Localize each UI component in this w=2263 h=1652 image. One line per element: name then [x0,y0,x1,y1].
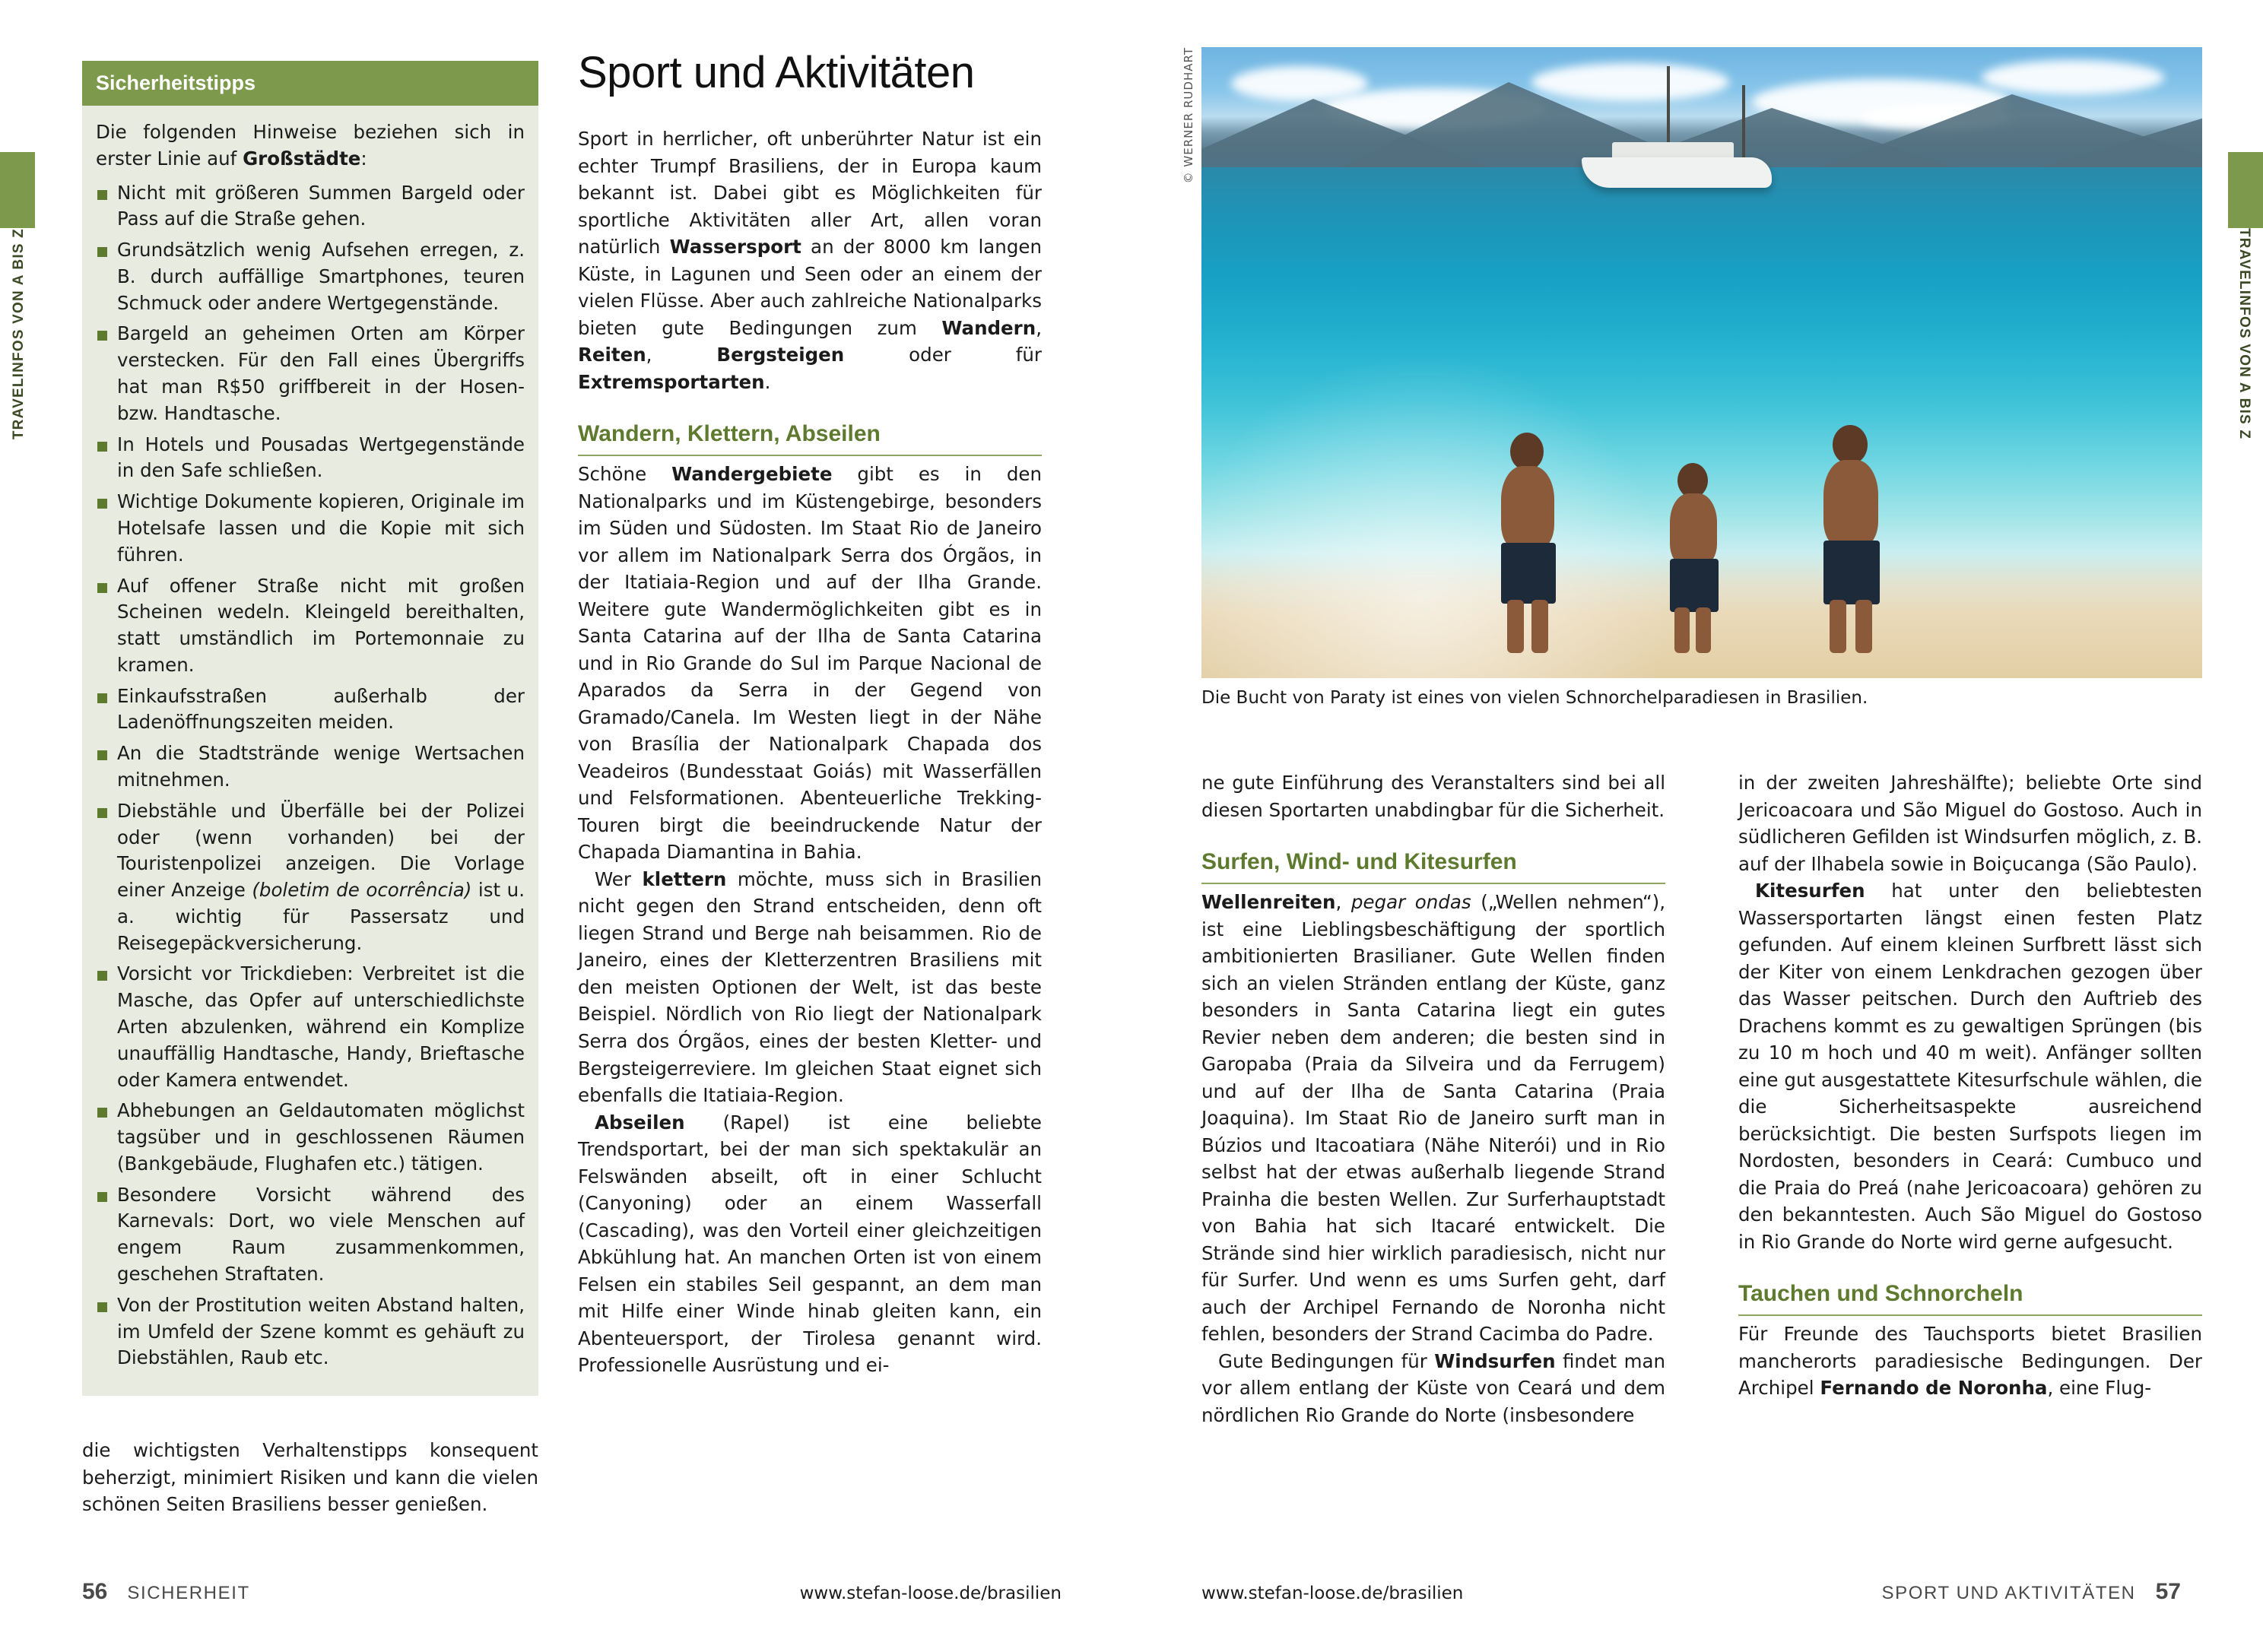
running-head: SICHERHEIT [127,1583,250,1603]
sicherheitstipps-intro: Die folgenden Hinweise beziehen sich in erster Linie auf Großstädte: [96,121,525,170]
sicherheitstipps-title: Sicherheitstipps [82,61,538,106]
sicherheitstipps-list [96,180,525,1372]
list-item: An die Stadtstrände wenige Wertsachen mitnehmen. [96,740,525,794]
footer-right [1201,1579,2181,1605]
side-tab-left [0,152,35,228]
sicherheitstipps-box [82,61,538,1396]
paragraph-kitesurfen: Kitesurfen hat unter den beliebtesten Wassersportarten längst einen festen Platz gefunden. Auf einem kleinen Surfbrett lässt sich der Kiter von einem Lenkdrachen gezogen über das Wasser peitschen. Durch den Auftrieb des Drachens kommt es zu gewaltigen Sprüngen (bis zu 10 m hoch und 40 m weit). Anfänger sollten eine gut ausgestattete Kitesurfschule wählen, die die Sicherheitsaspekte ausreichend berücksichtigt. Die besten Surfspots liegen im Nordosten, besonders in Ceará: Cumbuco und die Praia do Preá (nahe Jericoacoara) gehören zu den bekanntesten. Auch São Miguel do Gostoso in Rio Grande do Norte wird gerne aufgesucht. [1738,880,2202,1253]
list-item: Von der Prostitution weiten Abstand halten, im Umfeld der Szene kommt es gehäuft zu Diebstählen, Raub etc. [96,1292,525,1371]
list-item: Einkaufsstraßen außerhalb der Ladenöffnungszeiten meiden. [96,683,525,737]
side-tab-label-right: TRAVELINFOS VON A BIS Z [2236,228,2252,440]
list-item: Besondere Vorsicht während des Karnevals: Dort, wo viele Menschen auf engem Raum zusammenkommen, geschehen Straftaten. [96,1182,525,1288]
chapter-intro: Sport in herrlicher, oft unberührter Natur ist ein echter Trumpf Brasiliens, der in Europa kaum bekannt ist. Dabei gibt es Möglichkeiten für sportliche Aktivitäten aller Art, allen voran natürlich Wassersport an der 8000 km langen Küste, in Lagunen und Seen oder an einem der vielen Flüsse. Aber auch zahlreiche Nationalparks bieten gute Bedingungen zum Wandern, Reiten, Bergsteigen oder für Extremsportarten. [578,128,1042,393]
chapter-column [578,47,1042,1379]
footer-url: www.stefan-loose.de/brasilien [1201,1584,1464,1603]
paragraph: Wer klettern möchte, muss sich in Brasilien nicht gegen den Strand entscheiden, denn oft liegen Strand und Berge nah beisammen. Rio de Janeiro, eines der Kletterzentren Brasiliens mit den meisten Optionen der Welt, ist das beste Beispiel. Nördlich von Rio liegt der Nationalpark Serra dos Órgãos, eines der besten Kletter- und Bergsteigerreviere. Im gleichen Staat eignet sich ebenfalls die Itatiaia-Region. [578,867,1042,1107]
list-item: Nicht mit größeren Summen Bargeld oder Pass auf die Straße gehen. [96,180,525,233]
person-left [1481,433,1573,653]
side-tab-right [2228,152,2263,228]
paragraph: Schöne Wandergebiete gibt es in den Nationalparks und im Küstengebirge, besonders im Süden und Südosten. Im Staat Rio de Janeiro vor allem im Nationalpark Serra dos Órgãos, in der Itatiaia-Region und auf der Ilha Grande. Weitere gute Wandermöglichkeiten gibt es in Santa Catarina auf der Ilha de Santa Catarina und in Rio Grande do Sul im Parque Nacional de Aparados da Serra in der Gegend von Gramado/Canela. Im Westen liegt in der Nähe von Brasília der Nationalpark Chapada dos Veadeiros (Bundesstaat Goiás) mit Wasserfällen und Felsformationen. Abenteuerliche Trekking-Touren birgt die beeindruckende Natur der Chapada Diamantina in Bahia. [578,463,1042,864]
photo-background [1201,47,2202,678]
sicherheitstipps-body [82,106,538,1396]
person-right [1802,425,1897,653]
list-item: Abhebungen an Geldautomaten möglichst tagsüber und in geschlossenen Räumen (Bankgebäude, Flughafen etc.) tätigen. [96,1098,525,1177]
section-heading-surfen: Surfen, Wind- und Kitesurfen [1201,849,1665,884]
paragraph: Für Freunde des Tauchsports bietet Brasilien mancherorts paradiesische Bedingungen. Der Archipel Fernando de Noronha, eine Flug- [1738,1323,2202,1400]
list-item: In Hotels und Pousadas Wertgegenstände in den Safe schließen. [96,432,525,485]
section-heading-wandern: Wandern, Klettern, Abseilen [578,421,1042,456]
list-item: Vorsicht vor Trickdieben: Verbreitet ist die Masche, das Opfer auf unterschiedlichste Arten abzulenken, während ein Komplize unauffällig Handtasche, Handy, Brieftasche oder Kamera entwendet. [96,961,525,1093]
column1-continuation: ne gute Einführung des Veranstalters sind bei all diesen Sportarten unabdingbar für die Sicherheit. [1201,772,1665,821]
paragraph: Gute Bedingungen für Windsurfen findet man vor allem entlang der Küste von Ceará und dem nördlichen Rio Grande do Norte (insbesondere [1201,1349,1665,1426]
person-center [1652,463,1735,653]
page-right [1132,0,2263,1652]
section-heading-tauchen: Tauchen und Schnorcheln [1738,1281,2202,1316]
section-body-wandern [578,461,1042,1379]
side-tab-label-left: TRAVELINFOS VON A BIS Z [11,228,27,440]
sicherheit-continuation-text: die wichtigsten Verhaltenstipps konsequent beherzigt, minimiert Risiken und kann die vielen schönen Seiten Brasiliens besser genießen. [82,1439,538,1516]
running-head: SPORT UND AKTIVITÄTEN [1881,1583,2136,1603]
footer-left [82,1579,1062,1605]
right-column-2 [1738,769,2202,1402]
page-number: 57 [2155,1579,2181,1604]
right-column-1 [1201,769,1665,1428]
page-title: Sport und Aktivitäten [578,48,975,97]
section-body-surfen [1201,889,1665,1428]
photo-credit: © WERNER RUDHART [1182,47,1195,184]
paragraph: Abseilen (Rapel) ist eine beliebte Trendsportart, bei der man sich spektakulär an Felswänden abseilt, oft in einer Schlucht (Canyoning) oder an einem Wasserfall (Cascading), was den Vorteil einer gleichzeitigen Abkühlung hat. An manchen Orten ist von einem Felsen ein stabiles Seil gespannt, an dem man mit Hilfe einer Winde hinab gleiten kann, ein Abenteuersport, der Tirolesa genannt wird. Professionelle Ausrüstung und ei- [578,1111,1042,1377]
list-item: Grundsätzlich wenig Aufsehen erregen, z. B. durch auffällige Smartphones, teuren Schmuck oder andere Wertgegenstände. [96,237,525,316]
footer-url: www.stefan-loose.de/brasilien [799,1584,1062,1603]
list-item: Bargeld an geheimen Orten am Körper verstecken. Für den Fall eines Übergriffs hat man R$50 griffbereit in der Hosen- bzw. Handtasche. [96,321,525,426]
list-item: Diebstähle und Überfälle bei der Polizei oder (wenn vorhanden) bei der Touristenpolizei anzeigen. Die Vorlage einer Anzeige (boletim de ocorrência) ist u. a. wichtig für Passersatz und Reisegepäckversicherung. [96,798,525,957]
list-item: Wichtige Dokumente kopieren, Originale im Hotelsafe lassen und die Kopie mit sich führen. [96,489,525,568]
page-number: 56 [82,1579,108,1604]
paragraph: Wellenreiten, pegar ondas („Wellen nehmen“), ist eine Lieblingsbeschäftigung der sportlich ambitionierten Brasilianer. Gute Wellen finden sich an vielen Stränden entlang der Küste, ganz besonders in Santa Catarina liegt ein gutes Revier neben dem anderen; die besten sind in Garopaba (Praia da Silveira und da Ferrugem) und auf der Ilha de Santa Catarina (Praia Joaquina). Im Staat Rio de Janeiro surft man in Búzios und Itacoatiara (Nähe Niterói) und in Rio selbst hat der etwas außerhalb liegende Strand Prainha die besten Wellen. Zur Surferhauptstadt von Bahia hat sich Itacaré entwickelt. Die Strände sind hier wirklich paradiesisch, nicht nur für Surfer. Und wenn es ums Surfen geht, darf auch der Archipel Fernando de Noronha nicht fehlen, besonders der Strand Cacimba do Padre. [1201,891,1665,1346]
section-body-tauchen [1738,1321,2202,1402]
list-item: Auf offener Straße nicht mit großen Scheinen wedeln. Kleingeld bereithalten, statt umständlich im Portemonnaie zu kramen. [96,573,525,679]
boat-hull [1582,157,1772,188]
photo-caption: Die Bucht von Paraty ist eines von vielen Schnorchelparadiesen in Brasilien. [1201,688,1868,708]
column2-continuation: in der zweiten Jahreshälfte); beliebte Orte sind Jericoacoara und São Miguel do Gostoso. Auch in südlicheren Gefilden ist Windsurfen möglich, z. B. auf der Ilhabela sowie in Boiçucanga (São Paulo). [1738,772,2202,875]
photo-paraty-bay [1201,47,2202,678]
